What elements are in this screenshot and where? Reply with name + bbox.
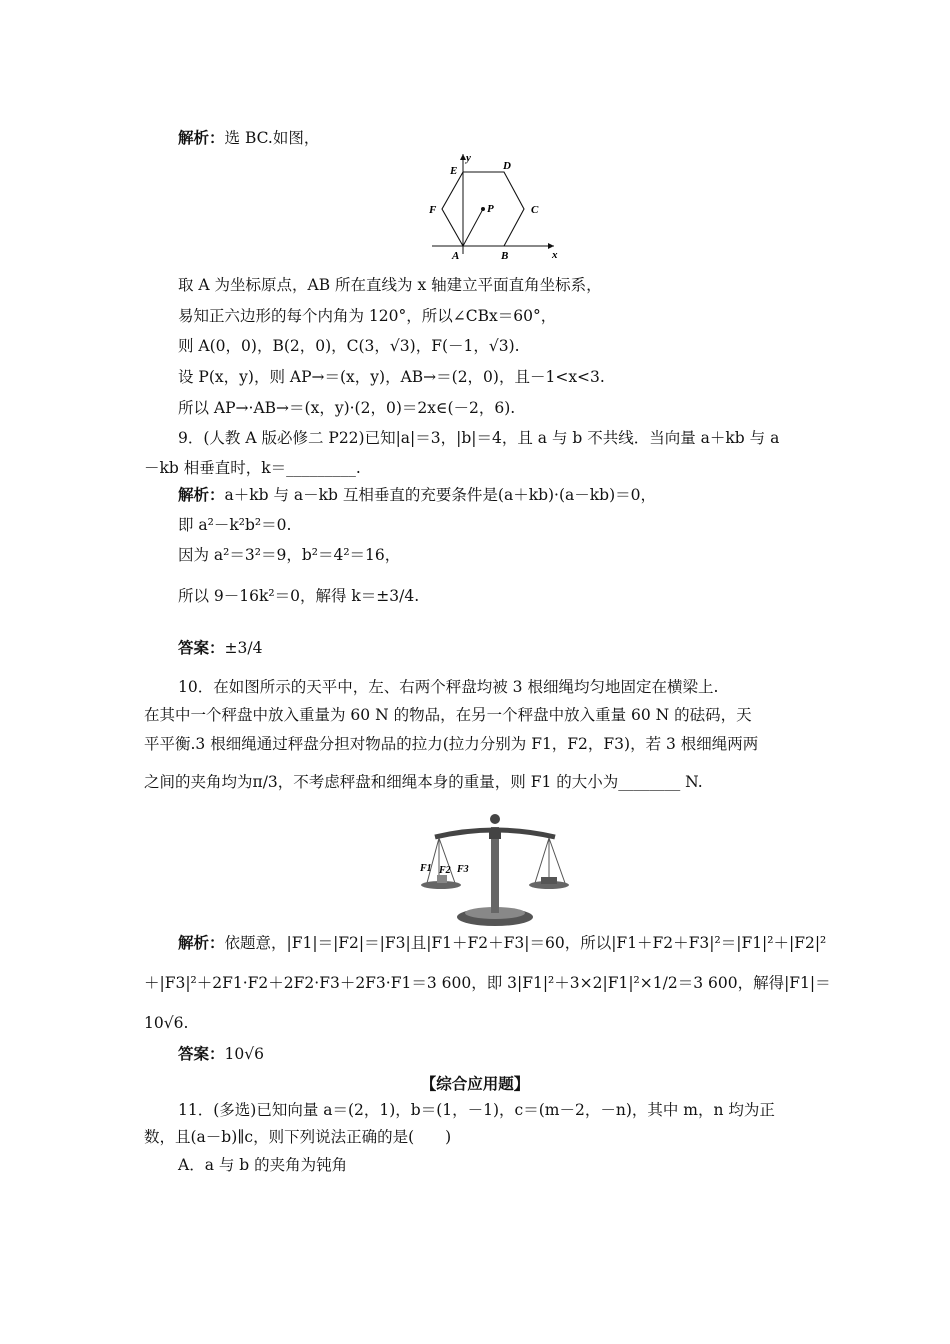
- q8-jiexi: 解析：选 BC.如图，: [178, 128, 320, 147]
- q11-stem-2: 数，且(a－b)∥c，则下列说法正确的是( ): [144, 1128, 452, 1146]
- q10-answer: 答案：10√6: [178, 1044, 264, 1063]
- q10-stem-2: 在其中一个秤盘中放入重量为 60 N 的物品，在另一个秤盘中放入重量 60 N 的砝码，天: [144, 706, 752, 724]
- fig-label-F2: F2: [439, 865, 451, 876]
- q11-stem-1: 11．(多选)已知向量 a＝(2，1)，b＝(1，－1)，c＝(m－2，－n)，其中 m，n 均为正: [178, 1101, 775, 1119]
- fig-label-x: x: [552, 249, 558, 261]
- q9-answer: 答案：±3/4: [178, 638, 263, 657]
- q10-jiexi-1: 解析：依题意，|F1|＝|F2|＝|F3|且|F1＋F2＋F3|＝60，所以|F1＋F2＋F3|²＝|F1|²＋|F2|²: [178, 933, 827, 952]
- q10-jiexi-3: 10√6.: [144, 1014, 189, 1032]
- q9-jiexi: 解析：a＋kb 与 a－kb 互相垂直的充要条件是(a＋kb)·(a－kb)＝0，: [178, 485, 656, 504]
- section-title: 【综合应用题】: [420, 1074, 530, 1093]
- balance-scale-figure: [415, 805, 575, 930]
- q9-line-4: 所以 9－16k²＝0，解得 k＝±3/4.: [178, 587, 420, 605]
- q8-line-3: 则 A(0，0)，B(2，0)，C(3，√3)，F(－1，√3).: [178, 337, 520, 355]
- q10-stem-4: 之间的夹角均为π/3，不考虑秤盘和细绳本身的重量，则 F1 的大小为________ N.: [144, 773, 703, 791]
- hexagon-figure: [420, 150, 560, 265]
- fig-label-A: A: [452, 250, 460, 262]
- q9-stem-1: 9．(人教 A 版必修二 P22)已知|a|＝3，|b|＝4，且 a 与 b 不共线．当向量 a＋kb 与 a: [178, 429, 780, 447]
- q10-jiexi-2: ＋|F3|²＋2F1·F2＋2F2·F3＋2F3·F1＝3 600，即 3|F1|²＋3×2|F1|²×1/2＝3 600，解得|F1|＝: [144, 974, 831, 992]
- q8-line-5: 所以 AP→·AB→＝(x，y)·(2，0)＝2x∈(－2，6).: [178, 399, 516, 417]
- q8-line-1: 取 A 为坐标原点，AB 所在直线为 x 轴建立平面直角坐标系，: [178, 276, 602, 294]
- fig-label-P: P: [487, 203, 494, 215]
- fig-label-F1: F1: [420, 863, 432, 874]
- q10-stem-3: 平平衡.3 根细绳通过秤盘分担对物品的拉力(拉力分别为 F1，F2，F3)，若 3 根细绳两两: [144, 735, 759, 753]
- q9-line-2: 即 a²－k²b²＝0.: [178, 516, 292, 534]
- q9-line-3: 因为 a²＝3²＝9，b²＝4²＝16，: [178, 546, 401, 564]
- fig-label-D: D: [503, 160, 511, 172]
- q8-line-4: 设 P(x，y)，则 AP→＝(x，y)，AB→＝(2，0)，且－1<x<3.: [178, 368, 605, 386]
- fig-label-B: B: [501, 250, 509, 262]
- fig-label-E: E: [450, 165, 458, 177]
- fig-label-F3: F3: [457, 864, 469, 875]
- q10-stem-1: 10．在如图所示的天平中，左、右两个秤盘均被 3 根细绳均匀地固定在横梁上.: [178, 678, 719, 696]
- fig-label-C: C: [531, 204, 539, 216]
- fig-label-F: F: [429, 204, 437, 216]
- q9-stem-2: －kb 相垂直时，k＝_________.: [144, 459, 361, 477]
- fig-label-y: y: [466, 152, 471, 164]
- q8-line-2: 易知正六边形的每个内角为 120°，所以∠CBx＝60°，: [178, 307, 557, 325]
- q11-option-a: A．a 与 b 的夹角为钝角: [178, 1156, 348, 1174]
